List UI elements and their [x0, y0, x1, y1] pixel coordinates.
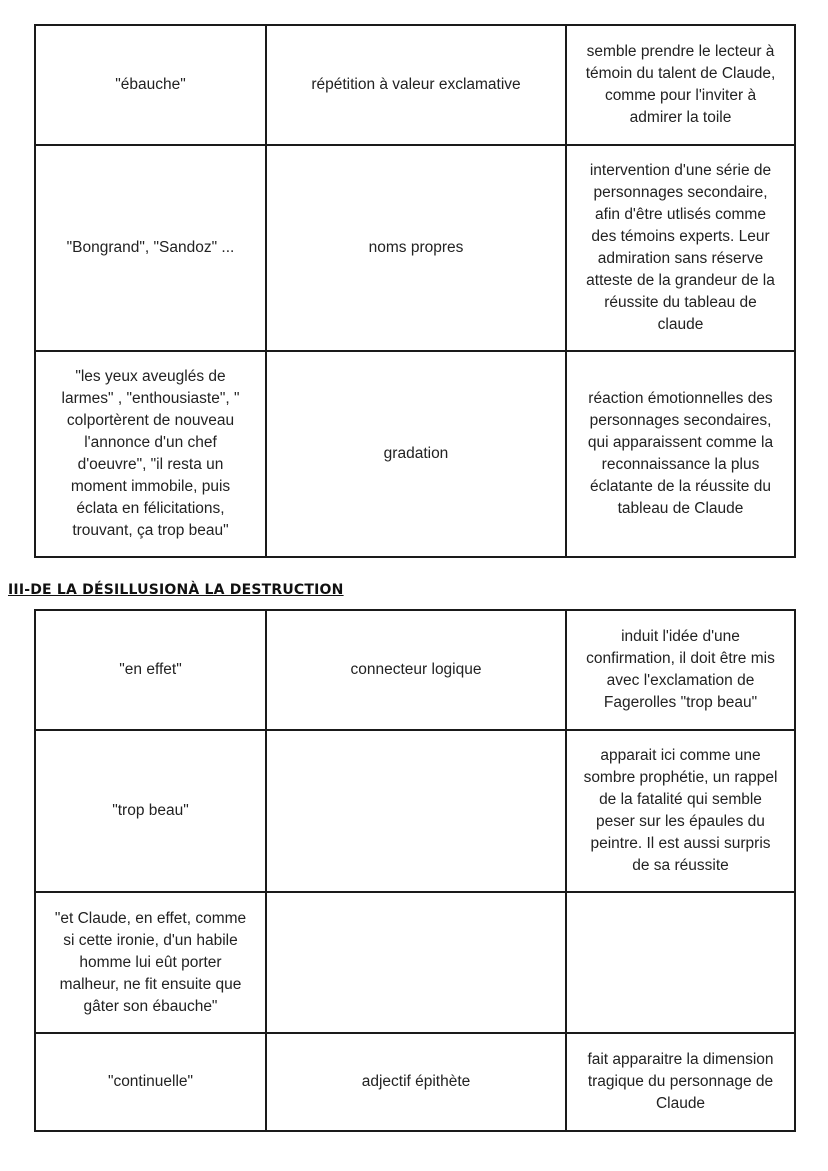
table-row [35, 25, 795, 145]
interpretation-cell: semble prendre le lecteur à témoin du talent de Claude, comme pour l'inviter à admirer la toile [566, 25, 795, 145]
table-row [35, 730, 795, 892]
procede-cell [266, 730, 566, 892]
interpretation-cell: apparait ici comme une sombre prophétie, un rappel de la fatalité qui semble peser sur les épaules du peintre. Il est aussi surpris de sa réussite [566, 730, 795, 892]
table-row [35, 610, 795, 730]
procede-cell: noms propres [266, 145, 566, 351]
citation-cell: "les yeux aveuglés de larmes" , "enthousiaste", " colportèrent de nouveau l'annonce d'un chef d'oeuvre", "il resta un moment immobile, puis éclata en félicitations, trouvant, ça trop beau" [35, 351, 266, 557]
table-row [35, 145, 795, 351]
procede-cell: adjectif épithète [266, 1033, 566, 1131]
procede-cell: gradation [266, 351, 566, 557]
procede-cell: connecteur logique [266, 610, 566, 730]
analysis-table-bottom [34, 609, 796, 1132]
interpretation-cell [566, 892, 795, 1033]
procede-cell [266, 892, 566, 1033]
citation-cell: "trop beau" [35, 730, 266, 892]
interpretation-cell: fait apparaitre la dimension tragique du personnage de Claude [566, 1033, 795, 1131]
table-row [35, 351, 795, 557]
citation-cell: "en effet" [35, 610, 266, 730]
analysis-table-top [34, 24, 796, 558]
citation-cell: "continuelle" [35, 1033, 266, 1131]
citation-cell: "ébauche" [35, 25, 266, 145]
table-row [35, 1033, 795, 1131]
citation-cell: "Bongrand", "Sandoz" ... [35, 145, 266, 351]
section-heading: III-DE LA DÉSILLUSIONÀ LA DESTRUCTION [8, 582, 344, 598]
interpretation-cell: réaction émotionnelles des personnages secondaires, qui apparaissent comme la reconnaissance la plus éclatante de la réussite du tableau de Claude [566, 351, 795, 557]
citation-cell: "et Claude, en effet, comme si cette ironie, d'un habile homme lui eût porter malheur, ne fit ensuite que gâter son ébauche" [35, 892, 266, 1033]
interpretation-cell: intervention d'une série de personnages secondaire, afin d'être utlisés comme des témoins experts. Leur admiration sans réserve atteste de la grandeur de la réussite du tableau de claude [566, 145, 795, 351]
interpretation-cell: induit l'idée d'une confirmation, il doit être mis avec l'exclamation de Fagerolles "trop beau" [566, 610, 795, 730]
table-row [35, 892, 795, 1033]
procede-cell: répétition à valeur exclamative [266, 25, 566, 145]
